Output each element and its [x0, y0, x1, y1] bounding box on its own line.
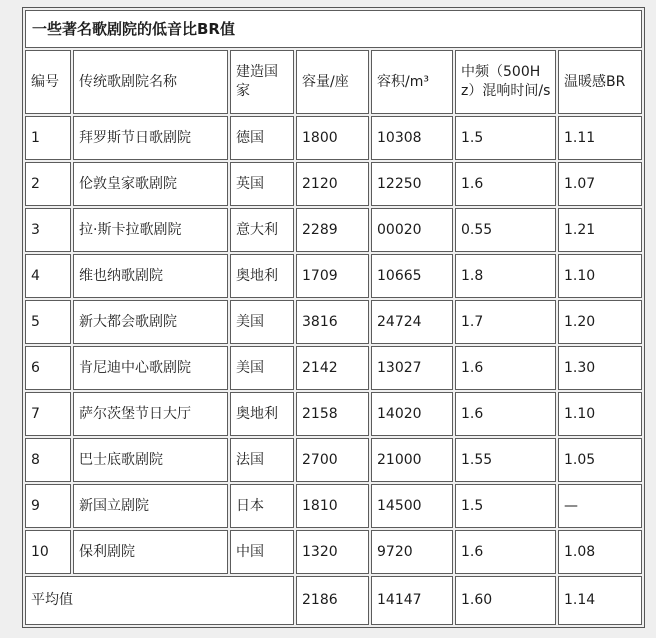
table-cell: 拉·斯卡拉歌剧院	[73, 208, 228, 252]
column-header: 容量/座	[296, 50, 369, 114]
table-cell: 24724	[371, 300, 453, 344]
table-cell: 0.55	[455, 208, 556, 252]
footer-avg-capacity: 2186	[296, 576, 369, 625]
table-cell: 2700	[296, 438, 369, 482]
column-header: 传统歌剧院名称	[73, 50, 228, 114]
footer-avg-volume: 14147	[371, 576, 453, 625]
table-cell: 新大都会歌剧院	[73, 300, 228, 344]
column-header: 容积/m³	[371, 50, 453, 114]
table-row	[25, 484, 642, 528]
table-cell: 00020	[371, 208, 453, 252]
table-cell: 英国	[230, 162, 294, 206]
table-cell: 1.10	[558, 254, 642, 298]
footer-label: 平均值	[25, 576, 294, 625]
table-cell: 日本	[230, 484, 294, 528]
table-cell: 14020	[371, 392, 453, 436]
table-cell: —	[558, 484, 642, 528]
table-cell: 1.07	[558, 162, 642, 206]
table-row	[25, 346, 642, 390]
table-cell: 1	[25, 116, 71, 160]
table-cell: 12250	[371, 162, 453, 206]
table-row	[25, 162, 642, 206]
table-cell: 1.6	[455, 392, 556, 436]
footer-avg-br: 1.14	[558, 576, 642, 625]
table-cell: 美国	[230, 346, 294, 390]
table-cell: 1.11	[558, 116, 642, 160]
table-cell: 10665	[371, 254, 453, 298]
table-cell: 1.08	[558, 530, 642, 574]
table-cell: 9720	[371, 530, 453, 574]
opera-houses-br-table	[22, 7, 645, 628]
table-cell: 1.55	[455, 438, 556, 482]
table-cell: 奥地利	[230, 392, 294, 436]
table-cell: 4	[25, 254, 71, 298]
table-cell: 巴士底歌剧院	[73, 438, 228, 482]
table-cell: 8	[25, 438, 71, 482]
table-cell: 1.30	[558, 346, 642, 390]
table-cell: 中国	[230, 530, 294, 574]
table-cell: 3	[25, 208, 71, 252]
table-cell: 美国	[230, 300, 294, 344]
table-cell: 意大利	[230, 208, 294, 252]
table-cell: 1.20	[558, 300, 642, 344]
table-cell: 10308	[371, 116, 453, 160]
table-cell: 21000	[371, 438, 453, 482]
table-cell: 德国	[230, 116, 294, 160]
table-cell: 1.6	[455, 530, 556, 574]
table-cell: 拜罗斯节日歌剧院	[73, 116, 228, 160]
table-cell: 2120	[296, 162, 369, 206]
table-cell: 维也纳歌剧院	[73, 254, 228, 298]
table-cell: 7	[25, 392, 71, 436]
table-cell: 1.10	[558, 392, 642, 436]
table-row	[25, 300, 642, 344]
table-cell: 5	[25, 300, 71, 344]
table-cell: 肯尼迪中心歌剧院	[73, 346, 228, 390]
table-cell: 10	[25, 530, 71, 574]
table-row	[25, 116, 642, 160]
table-cell: 2142	[296, 346, 369, 390]
footer-row	[25, 576, 642, 625]
table-cell: 2	[25, 162, 71, 206]
column-header: 建造国家	[230, 50, 294, 114]
table-cell: 伦敦皇家歌剧院	[73, 162, 228, 206]
table-cell: 法国	[230, 438, 294, 482]
table-row	[25, 254, 642, 298]
table-cell: 2289	[296, 208, 369, 252]
table-cell: 1320	[296, 530, 369, 574]
table-cell: 2158	[296, 392, 369, 436]
column-header: 中频（500Hz）混响时间/s	[455, 50, 556, 114]
table-cell: 14500	[371, 484, 453, 528]
table-cell: 1800	[296, 116, 369, 160]
title-row	[25, 10, 642, 48]
table-row	[25, 438, 642, 482]
table-cell: 新国立剧院	[73, 484, 228, 528]
table-cell: 1.5	[455, 484, 556, 528]
table-cell: 1810	[296, 484, 369, 528]
table-cell: 1.5	[455, 116, 556, 160]
table-cell: 9	[25, 484, 71, 528]
header-row	[25, 50, 642, 114]
table-cell: 1.8	[455, 254, 556, 298]
table-row	[25, 208, 642, 252]
table-cell: 1.05	[558, 438, 642, 482]
table-cell: 保利剧院	[73, 530, 228, 574]
table-cell: 3816	[296, 300, 369, 344]
table-cell: 6	[25, 346, 71, 390]
column-header: 温暖感BR	[558, 50, 642, 114]
table-cell: 萨尔茨堡节日大厅	[73, 392, 228, 436]
table-row	[25, 530, 642, 574]
table-cell: 奥地利	[230, 254, 294, 298]
footer-avg-reverb-time: 1.60	[455, 576, 556, 625]
table-title: 一些著名歌剧院的低音比BR值	[25, 10, 642, 48]
table-cell: 1.7	[455, 300, 556, 344]
column-header: 编号	[25, 50, 71, 114]
table-cell: 13027	[371, 346, 453, 390]
table-cell: 1.6	[455, 162, 556, 206]
table-cell: 1.21	[558, 208, 642, 252]
table-cell: 1709	[296, 254, 369, 298]
table-cell: 1.6	[455, 346, 556, 390]
table-row	[25, 392, 642, 436]
